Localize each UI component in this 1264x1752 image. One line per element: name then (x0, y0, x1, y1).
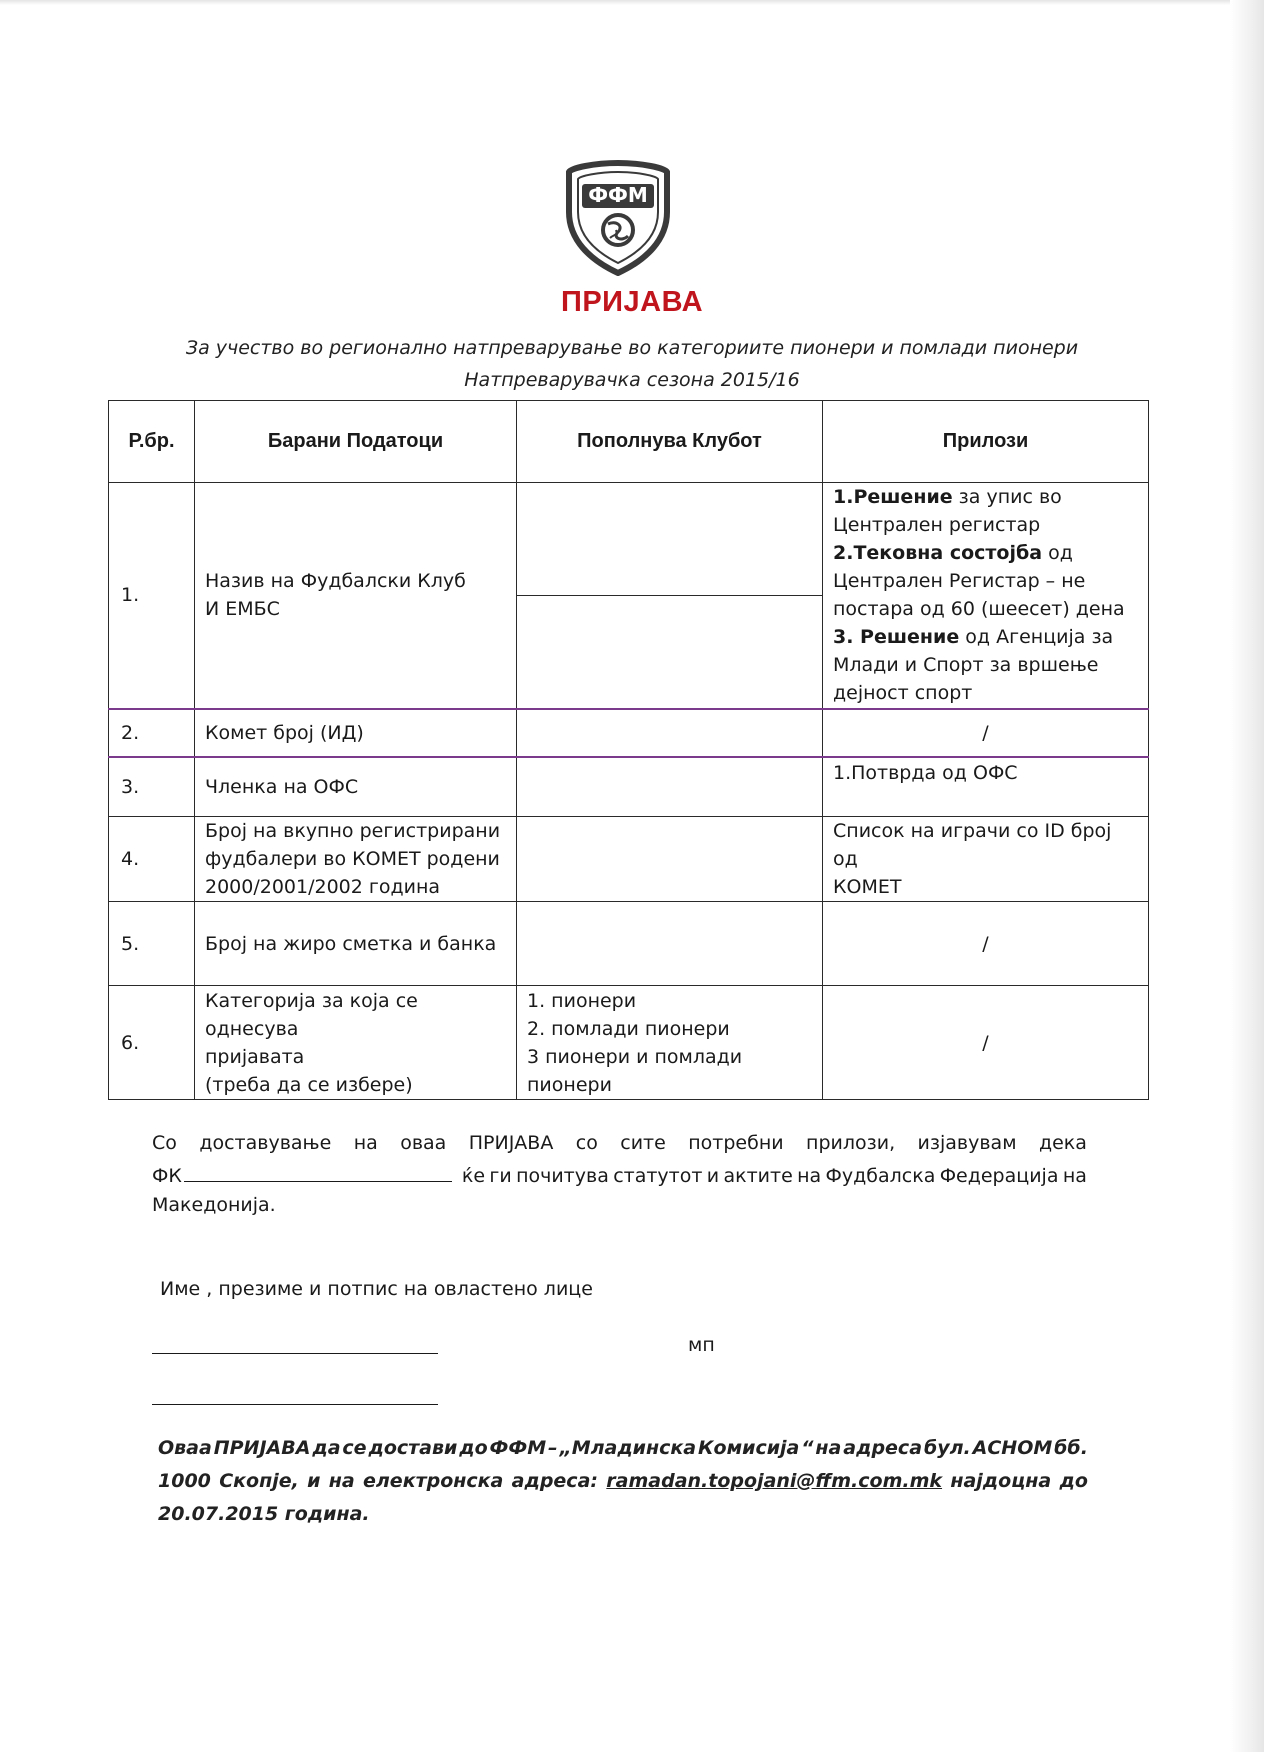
submission-note-line-1 (158, 1432, 1088, 1465)
word: на (797, 1165, 822, 1187)
word: почитува (516, 1165, 609, 1187)
word: адреса: (511, 1470, 598, 1492)
club-fill-cell[interactable] (517, 817, 823, 902)
field-line: И ЕМБС (205, 598, 280, 621)
word: се (342, 1437, 367, 1459)
stamp-label: мп (688, 1334, 715, 1356)
col-header-club-fills: Пополнува Клубот (517, 401, 823, 483)
word: оваа (400, 1132, 447, 1154)
attachments-cell: / (823, 709, 1149, 757)
category-option[interactable]: 3 пионери и помлади (527, 1045, 743, 1068)
word: ги (489, 1165, 512, 1187)
word: со (575, 1132, 598, 1154)
attachments-cell: / (823, 986, 1149, 1100)
row-field: Членка на ОФС (195, 757, 517, 817)
field-line: Број на вкупно регистрирани (205, 820, 501, 842)
row-number: 3. (109, 757, 195, 817)
attachments-cell (823, 483, 1149, 709)
category-option-continued: пионери (527, 1073, 612, 1096)
word: ќе (461, 1165, 486, 1187)
word: актите (723, 1165, 793, 1187)
word: на (1062, 1165, 1087, 1187)
word: најдоцна (950, 1470, 1052, 1492)
club-name-blank[interactable] (184, 1159, 452, 1182)
form-subtitle: За учество во регионално натпреварување во категориите пионери и помлади пионери (185, 337, 1079, 359)
word: сите (620, 1132, 666, 1154)
row-field (195, 817, 517, 902)
word: да (312, 1437, 341, 1459)
attachment-line: 1.Решение за упис во (833, 486, 1062, 509)
attachments-cell: 1.Потврда од ОФС (823, 757, 1149, 817)
row-number: 2. (109, 709, 195, 757)
word: Федерација (939, 1165, 1059, 1187)
word: ПРИЈАВА (213, 1437, 311, 1459)
attachments-cell (823, 817, 1149, 902)
table-header-row (109, 401, 1149, 483)
email-link[interactable]: ramadan.topojani@ffm.com.mk (606, 1470, 943, 1492)
col-header-attachments: Прилози (823, 401, 1149, 483)
season-label: Натпреварувачка сезона 2015/16 (464, 369, 800, 391)
club-fill-cell[interactable] (517, 709, 823, 757)
word: адреса (843, 1437, 923, 1459)
declaration-line-2 (152, 1159, 1087, 1192)
attachment-line: 2.Тековна состојба од (833, 542, 1073, 565)
word: доставување (199, 1132, 332, 1154)
row-field: Комет број (ИД) (195, 709, 517, 757)
submission-note-line-2 (158, 1465, 1088, 1498)
attachment-line: Список на играчи со ID број од (833, 820, 1112, 870)
word: „Младинска (559, 1437, 697, 1459)
table-row (109, 902, 1149, 986)
word: изјавувам (917, 1132, 1017, 1154)
club-fill-cell[interactable] (517, 757, 823, 817)
word: “ (801, 1437, 814, 1459)
logo-text: ФФМ (588, 183, 648, 207)
attachment-line: КОМЕТ (833, 876, 902, 898)
word: достави (368, 1437, 458, 1459)
word: и (706, 1165, 720, 1187)
field-line: фудбалери во КОМЕТ родени (205, 848, 500, 870)
category-option[interactable]: 2. помлади пионери (527, 1017, 730, 1040)
table-row (109, 986, 1149, 1100)
word: Фудбалска (825, 1165, 936, 1187)
word: потребни (688, 1132, 784, 1154)
word: Оваа (158, 1437, 212, 1459)
word: електронска (363, 1470, 504, 1492)
field-line: Назив на Фудбалски Клуб (205, 570, 466, 593)
word: Комисија (698, 1437, 800, 1459)
ffm-logo (566, 160, 670, 276)
col-header-requested-data: Барани Податоци (195, 401, 517, 483)
split-divider (517, 595, 822, 596)
table-row (109, 709, 1149, 757)
row-number: 1. (109, 483, 195, 709)
word: на (328, 1470, 355, 1492)
attachment-line: Централен Регистар – не (833, 570, 1086, 593)
row-number: 6. (109, 986, 195, 1100)
attachment-line: дејност спорт (833, 682, 973, 705)
field-line: 2000/2001/2002 година (205, 876, 441, 898)
row-field (195, 986, 517, 1100)
club-fill-cell[interactable] (517, 902, 823, 986)
row-number: 4. (109, 817, 195, 902)
word: статутот (613, 1165, 703, 1187)
row-number: 5. (109, 902, 195, 986)
word: ФФМ (489, 1437, 547, 1459)
word: Со (152, 1132, 177, 1154)
signature-line[interactable] (152, 1353, 438, 1354)
word: – (548, 1437, 558, 1459)
table-row (109, 757, 1149, 817)
club-prefix: ФК (152, 1165, 182, 1187)
table-row (109, 483, 1149, 709)
word: до (1059, 1470, 1088, 1492)
attachment-line: Централен регистар (833, 514, 1041, 537)
word: на (815, 1437, 842, 1459)
word: и (307, 1470, 321, 1492)
attachment-line: 3. Решение од Агенција за (833, 626, 1114, 649)
application-table (108, 400, 1149, 1100)
attachments-cell: / (823, 902, 1149, 986)
field-line: Категорија за која се однесува (205, 989, 418, 1040)
word: 1000 (158, 1470, 211, 1492)
form-title: ПРИЈАВА (560, 286, 704, 318)
club-fill-cell[interactable] (517, 483, 823, 709)
table-row (109, 817, 1149, 902)
word: бб. (1054, 1437, 1088, 1459)
signature-line[interactable] (152, 1404, 438, 1405)
word: дека (1038, 1132, 1087, 1154)
word: АСНОМ (972, 1437, 1053, 1459)
row-field: Број на жиро сметка и банка (195, 902, 517, 986)
word: до (459, 1437, 488, 1459)
signature-label: Име , презиме и потпис на овластено лице (160, 1278, 593, 1300)
declaration-line-1 (152, 1128, 1087, 1159)
field-line: (треба да се избере) (205, 1073, 413, 1096)
word: на (353, 1132, 378, 1154)
category-option[interactable]: 1. пионери (527, 989, 637, 1012)
attachment-line: Млади и Спорт за вршење (833, 654, 1099, 677)
category-options-cell[interactable] (517, 986, 823, 1100)
declaration-line-3: Македонија. (152, 1194, 276, 1216)
declaration-line-2-rest (462, 1161, 1087, 1192)
word: ПРИЈАВА (468, 1132, 554, 1154)
row-field-club-name (195, 483, 517, 709)
field-line: пријавата (205, 1045, 305, 1068)
col-header-number: Р.бр. (109, 401, 195, 483)
word: бул. (923, 1437, 971, 1459)
attachment-line: постара од 60 (шеесет) дена (833, 598, 1125, 621)
scan-edge-right (1230, 0, 1264, 1752)
word: Скопје, (219, 1470, 299, 1492)
scan-edge-top (0, 0, 1264, 5)
word: прилози, (806, 1132, 896, 1154)
submission-note-line-3: 20.07.2015 година. (158, 1503, 370, 1525)
